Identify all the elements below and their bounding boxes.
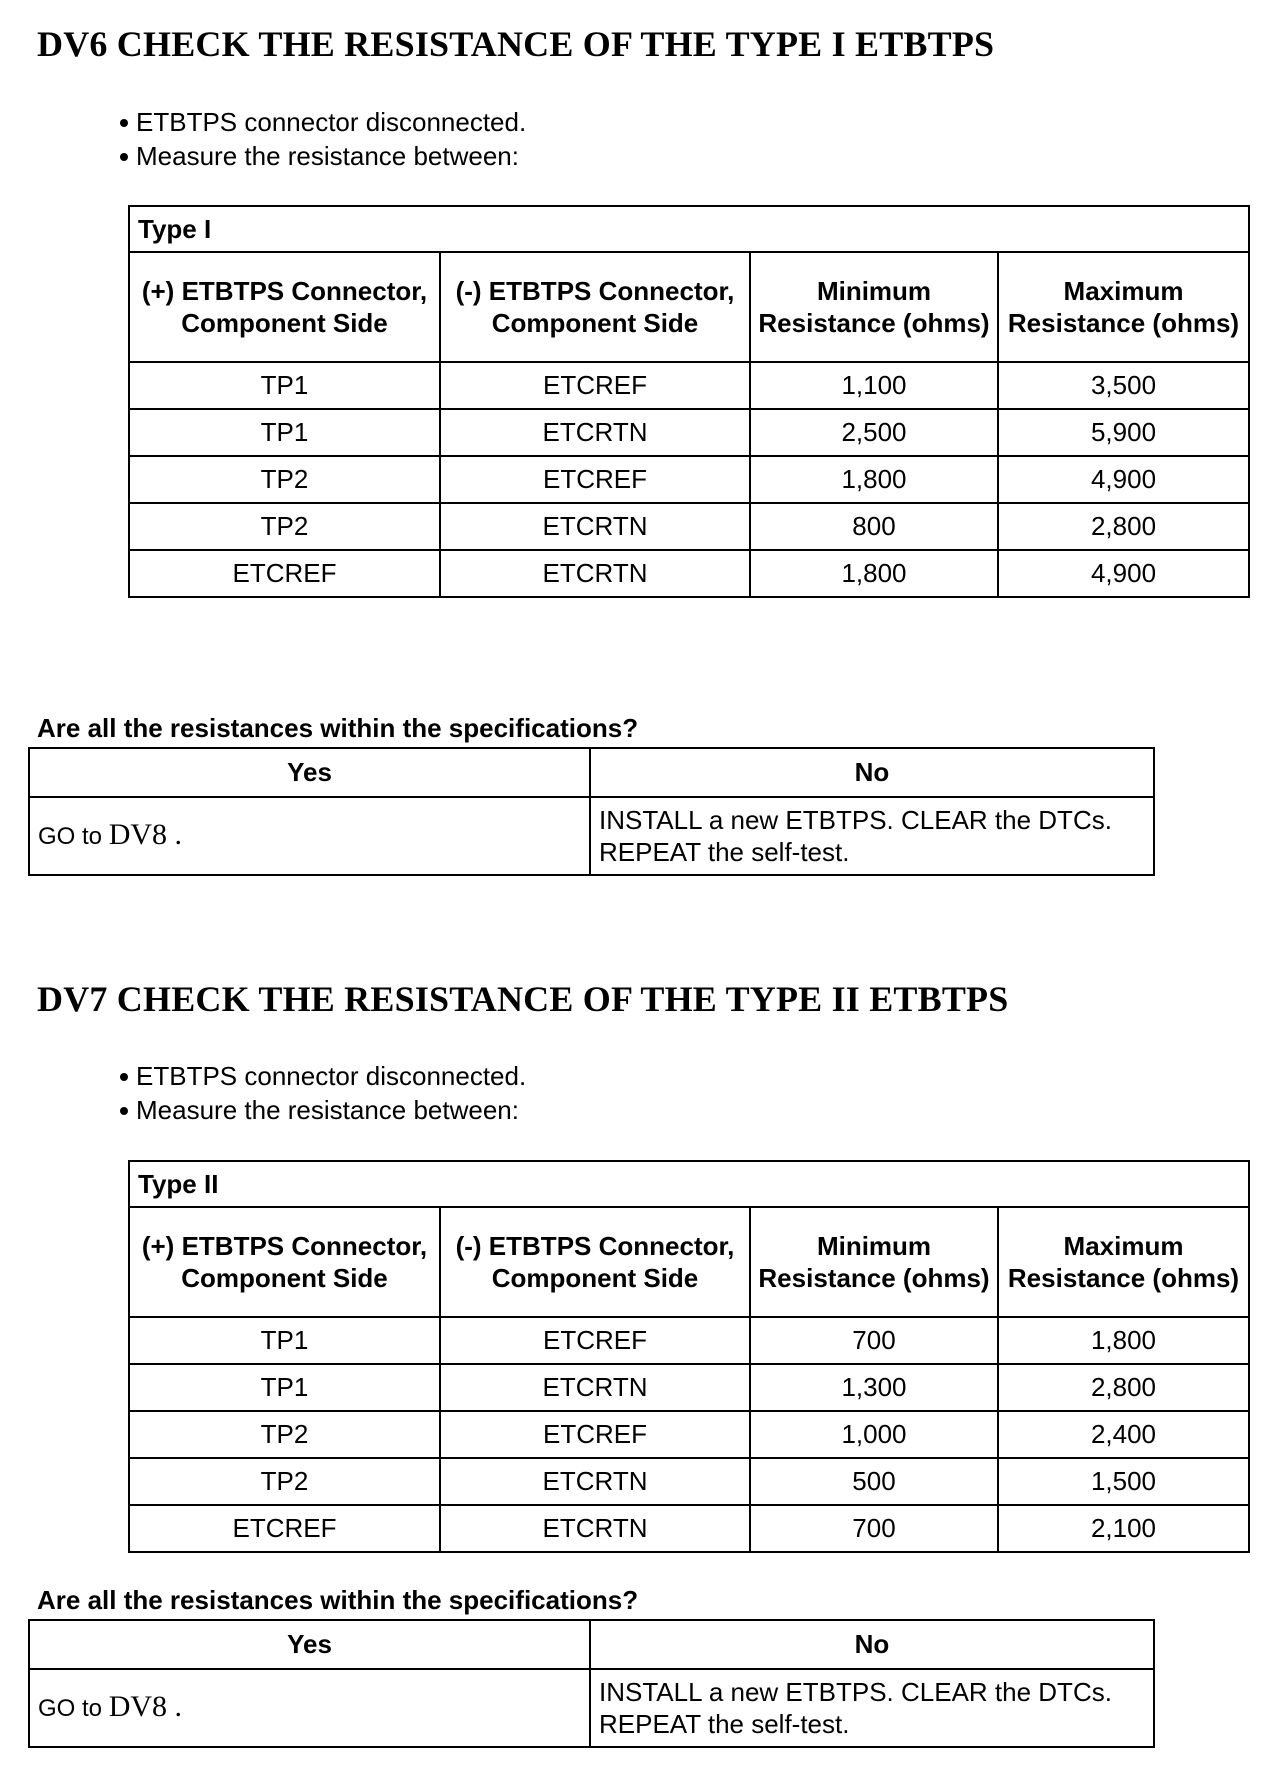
- bullet-list: [120, 105, 526, 173]
- column-header: (-) ETBTPS Connector, Component Side: [440, 1207, 750, 1317]
- column-header: (+) ETBTPS Connector, Component Side: [129, 252, 440, 362]
- decision-table: [28, 747, 1155, 876]
- table-row: [129, 362, 1249, 409]
- table-cell: ETCREF: [440, 1411, 750, 1458]
- column-header: Maximum Resistance (ohms): [998, 252, 1249, 362]
- no-action: INSTALL a new ETBTPS. CLEAR the DTCs. REPEAT the self-test.: [590, 1669, 1154, 1747]
- table-cell: 2,400: [998, 1411, 1249, 1458]
- no-header: No: [590, 748, 1154, 797]
- table-cell: 2,800: [998, 503, 1249, 550]
- column-header: (+) ETBTPS Connector, Component Side: [129, 1207, 440, 1317]
- table-cell: 1,800: [750, 456, 998, 503]
- table-cell: 1,800: [750, 550, 998, 597]
- table-cell: 1,500: [998, 1458, 1249, 1505]
- goto-link[interactable]: DV8 .: [108, 818, 183, 851]
- table-cell: TP1: [129, 409, 440, 456]
- table-cell: 500: [750, 1458, 998, 1505]
- table-cell: 2,100: [998, 1505, 1249, 1552]
- table-cell: 1,800: [998, 1317, 1249, 1364]
- table-cell: TP1: [129, 1364, 440, 1411]
- goto-link[interactable]: DV8 .: [108, 1690, 183, 1723]
- section-heading: DV7 CHECK THE RESISTANCE OF THE TYPE II ETBTPS: [37, 979, 1009, 1019]
- column-header: Minimum Resistance (ohms): [750, 252, 998, 362]
- table-cell: 2,800: [998, 1364, 1249, 1411]
- question-text: Are all the resistances within the specifications?: [37, 1585, 639, 1615]
- table-cell: 5,900: [998, 409, 1249, 456]
- table-row: [129, 1317, 1249, 1364]
- table-row: [129, 1411, 1249, 1458]
- no-header: No: [590, 1620, 1154, 1669]
- table-cell: TP2: [129, 1411, 440, 1458]
- table-cell: 1,000: [750, 1411, 998, 1458]
- table-cell: ETCRTN: [440, 503, 750, 550]
- table-cell: ETCRTN: [440, 1505, 750, 1552]
- table-row: [129, 503, 1249, 550]
- section-heading: DV6 CHECK THE RESISTANCE OF THE TYPE I ETBTPS: [37, 24, 995, 64]
- yes-header: Yes: [29, 748, 590, 797]
- table-cell: 2,500: [750, 409, 998, 456]
- decision-table: [28, 1619, 1155, 1748]
- table-cell: TP2: [129, 503, 440, 550]
- table-cell: TP1: [129, 1317, 440, 1364]
- table-row: [129, 1505, 1249, 1552]
- table-cell: 1,100: [750, 362, 998, 409]
- table-cell: 4,900: [998, 456, 1249, 503]
- table-cell: ETCREF: [440, 456, 750, 503]
- table-cell: ETCREF: [129, 550, 440, 597]
- table-cell: 4,900: [998, 550, 1249, 597]
- bullet-list: [120, 1059, 526, 1127]
- yes-action: [29, 1669, 590, 1747]
- resistance-table: [128, 205, 1250, 598]
- table-type-label: Type II: [129, 1161, 1249, 1207]
- column-header: Minimum Resistance (ohms): [750, 1207, 998, 1317]
- column-header: Maximum Resistance (ohms): [998, 1207, 1249, 1317]
- bullet-item: Measure the resistance between:: [120, 139, 526, 173]
- goto-text: GO to: [38, 823, 103, 850]
- table-cell: ETCREF: [440, 1317, 750, 1364]
- table-cell: ETCREF: [129, 1505, 440, 1552]
- table-cell: 800: [750, 503, 998, 550]
- table-row: [129, 550, 1249, 597]
- question-text: Are all the resistances within the specifications?: [37, 713, 639, 743]
- table-cell: 1,300: [750, 1364, 998, 1411]
- table-cell: 3,500: [998, 362, 1249, 409]
- table-cell: ETCRTN: [440, 1458, 750, 1505]
- no-action: INSTALL a new ETBTPS. CLEAR the DTCs. REPEAT the self-test.: [590, 797, 1154, 875]
- table-row: [129, 1458, 1249, 1505]
- table-row: [129, 409, 1249, 456]
- table-type-label: Type I: [129, 206, 1249, 252]
- table-cell: ETCRTN: [440, 409, 750, 456]
- column-header: (-) ETBTPS Connector, Component Side: [440, 252, 750, 362]
- bullet-item: ETBTPS connector disconnected.: [120, 105, 526, 139]
- goto-text: GO to: [38, 1695, 103, 1722]
- table-cell: 700: [750, 1505, 998, 1552]
- bullet-item: Measure the resistance between:: [120, 1093, 526, 1127]
- table-row: [129, 1364, 1249, 1411]
- bullet-item: ETBTPS connector disconnected.: [120, 1059, 526, 1093]
- table-cell: 700: [750, 1317, 998, 1364]
- table-cell: ETCREF: [440, 362, 750, 409]
- yes-action: [29, 797, 590, 875]
- table-cell: TP2: [129, 1458, 440, 1505]
- resistance-table: [128, 1160, 1250, 1553]
- table-cell: ETCRTN: [440, 550, 750, 597]
- table-cell: TP2: [129, 456, 440, 503]
- yes-header: Yes: [29, 1620, 590, 1669]
- table-cell: TP1: [129, 362, 440, 409]
- table-cell: ETCRTN: [440, 1364, 750, 1411]
- table-row: [129, 456, 1249, 503]
